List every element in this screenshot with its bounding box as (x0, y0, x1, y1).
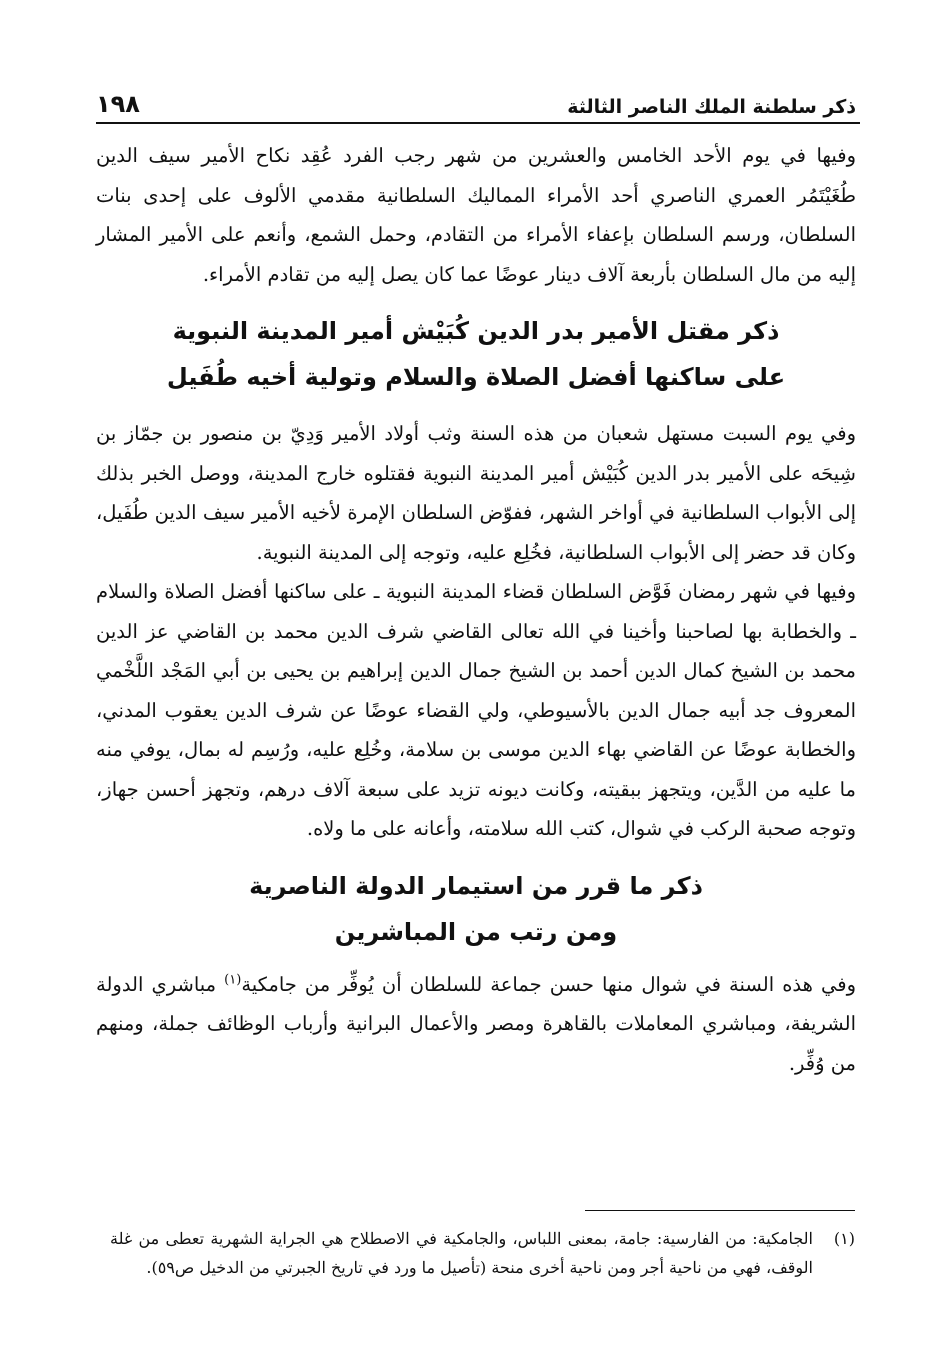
footnotes (110, 1224, 855, 1282)
paragraph-4 (96, 965, 856, 1084)
footnote-1 (110, 1224, 855, 1282)
page-body (96, 136, 856, 1083)
page-number: ١٩٨ (96, 90, 140, 118)
paragraph-4-text-b: مباشري الدولة الشريفة، ومباشري المعاملات بالقاهرة ومصر والأعمال البرانية وأرباب الوظائف جملة، ومنهم من وُفِّر. (96, 972, 856, 1075)
footnote-text: الجامكية: من الفارسية: جامة، بمعنى اللباس، والجامكية في الاصطلاح هي الجراية الشهرية تعطى من غلة الوقف، فهي من ناحية أجر ومن ناحية أخرى منحة (تأصيل ما ورد في تاريخ الجبرتي من الدخيل ص٥٩). (110, 1229, 813, 1277)
section-heading-1 (96, 308, 856, 400)
header-rule (96, 122, 860, 124)
section-heading-2 (96, 863, 856, 955)
paragraph-3: وفيها في شهر رمضان فَوَّض السلطان قضاء المدينة النبوية ـ على ساكنها أفضل الصلاة والسلام ـ والخطابة بها لصاحبنا وأخينا في الله تعالى القاضي شرف الدين محمد بن القاضي عز الدين محمد بن الشيخ كمال الدين أحمد بن الشيخ جمال الدين إبراهيم بن يحيى بن أبي المَجْد اللَّخْمي المعروف جد أبيه جمال الدين بالأسيوطي، ولي القضاء عوضًا عن شرف الدين يعقوب المدني، والخطابة عوضًا عن القاضي بهاء الدين موسى بن سلامة، وخُلِع عليه، ورُسِم له بمال، يوفي منه ما عليه من الدَّين، ويتجهز ببقيته، وكانت ديونه تزيد على سبعة آلاف درهم، وتجهز أحسن جهاز، وتوجه صحبة الركب في شوال، كتب الله سلامته، وأعانه على ما ولاه. (96, 580, 856, 840)
paragraph-1: وفيها في يوم الأحد الخامس والعشرين من شهر رجب الفرد عُقِد نكاح الأمير سيف الدين طُغَيْتَمُر العمري الناصري أحد الأمراء المماليك السلطانية مقدمي الألوف على إحدى بنات السلطان، ورسم السلطان بإعفاء الأمراء من التقادم، وحمل الشمع، وأنعم على الأمير المشار إليه من مال السلطان بأربعة آلاف دينار عوضًا عما كان يصل إليه من تقادم الأمراء. (96, 144, 856, 286)
section-heading-1-line-2: على ساكنها أفضل الصلاة والسلام وتولية أخيه طُفَيل (166, 363, 786, 391)
running-head: ذكر سلطنة الملك الناصر الثالثة (567, 96, 856, 118)
paragraph-4-text-a: وفي هذه السنة في شوال منها حسن جماعة للسلطان أن يُوفِّر من جامكية (241, 972, 857, 996)
section-heading-2-line-1: ذكر ما قرر من استيمار الدولة الناصرية (249, 871, 703, 900)
footnote-number: (١) (833, 1229, 855, 1248)
footnote-reference[interactable]: (١) (224, 972, 242, 987)
section-heading-2-line-2: ومن رتب من المباشرين (334, 917, 618, 946)
footnote-rule (585, 1210, 855, 1211)
page-header (96, 88, 856, 118)
section-heading-1-line-1: ذكر مقتل الأمير بدر الدين كُبَيْش أمير المدينة النبوية (172, 317, 780, 345)
paragraph-2: وفي يوم السبت مستهل شعبان من هذه السنة وثب أولاد الأمير وَدِيّ بن منصور بن جمّاز بن شِيحَه على الأمير بدر الدين كُبَيْش أمير المدينة النبوية فقتلوه خارج المدينة، ووصل الخبر بذلك إلى الأبواب السلطانية في أواخر الشهر، ففوّض السلطان الإمرة لأخيه الأمير سيف الدين طُفَيل، وكان قد حضر إلى الأبواب السلطانية، فخُلِع عليه، وتوجه إلى المدينة النبوية. (96, 422, 856, 564)
